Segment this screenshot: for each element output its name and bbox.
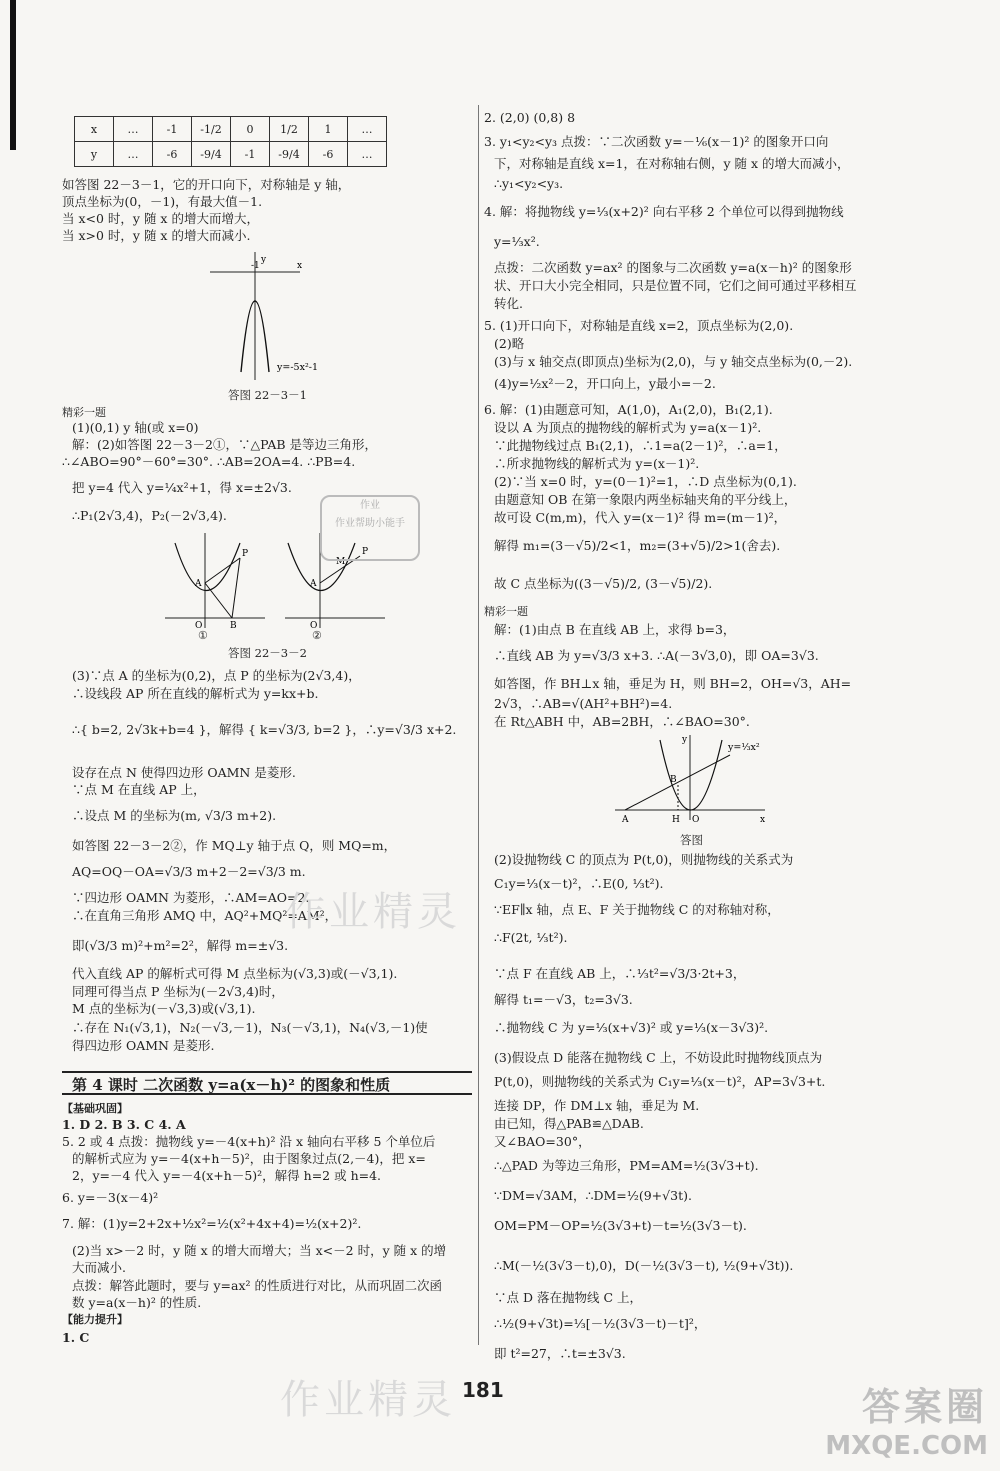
text-line: ∴P₁(2√3,4)，P₂(－2√3,4). bbox=[72, 508, 227, 523]
text-line: 即 t²=27，∴t=±3√3. bbox=[494, 1346, 626, 1361]
text-line: ∵EF∥x 轴，点 E、F 关于抛物线 C 的对称轴对称， bbox=[494, 902, 780, 917]
text-line: ∵点 F 在直线 AB 上，∴⅓t²=√3/3·2t+3， bbox=[494, 966, 746, 981]
section-heading: 精彩一题 bbox=[62, 406, 106, 419]
text-line: 由题意知 OB 在第一象限内两坐标轴夹角的平分线上， bbox=[494, 492, 797, 507]
text-line: 解得 t₁=－√3，t₂=3√3. bbox=[494, 992, 633, 1007]
table-row: x … -1 -1/2 0 1/2 1 … bbox=[75, 117, 387, 142]
svg-text:A: A bbox=[622, 815, 629, 825]
svg-text:y: y bbox=[682, 735, 688, 745]
text-line: 解：(2)如答图 22－3－2①，∵△PAB 是等边三角形， bbox=[72, 437, 378, 452]
curve-label: y=-5x²-1 bbox=[277, 362, 319, 373]
text-line: 同理可得当点 P 坐标为(－2√3,4)时， bbox=[72, 984, 284, 999]
watermark: 作业精灵 bbox=[285, 889, 461, 935]
text-line: ∴△PAD 为等边三角形，PM=AM=½(3√3+t). bbox=[494, 1158, 759, 1173]
figure-22-3-1 bbox=[205, 250, 325, 385]
text-line: (3)假设点 D 能落在抛物线 C 上，不妨设此时抛物线顶点为 bbox=[494, 1050, 823, 1065]
svg-text:P: P bbox=[362, 547, 369, 557]
text-line: ∴M(－½(3√3－t),0)，D(－½(3√3－t), ½(9+√3t)). bbox=[494, 1258, 794, 1273]
text-line: 故 C 点坐标为((3－√5)/2, (3－√5)/2). bbox=[494, 576, 713, 591]
book-spine-mark bbox=[12, 120, 15, 150]
text-line: 6. 解：(1)由题意可知，A(1,0)，A₁(2,0)，B₁(2,1). bbox=[484, 402, 773, 417]
text-line: 由已知，得△PAB≌△DAB. bbox=[494, 1116, 644, 1131]
text-line: 解：(1)由点 B 在直线 AB 上，求得 b=3， bbox=[494, 622, 736, 637]
text-line: ∴y₁<y₂<y₃. bbox=[494, 176, 564, 191]
svg-text:x: x bbox=[760, 815, 766, 825]
svg-text:x: x bbox=[297, 261, 303, 271]
text-line: 当 x<0 时，y 随 x 的增大而增大， bbox=[62, 211, 259, 226]
figure-caption: 答图 22－3－2 bbox=[228, 646, 307, 660]
text-line: 如答图，作 BH⊥x 轴，垂足为 H，则 BH=2，OH=√3，AH= bbox=[494, 676, 852, 691]
svg-text:O: O bbox=[195, 621, 203, 631]
text-line: 下，对称轴是直线 x=1，在对称轴右侧，y 随 x 的增大而减小， bbox=[494, 156, 850, 171]
text-line: 5. 2 或 4 点拨：抛物线 y=－4(x+h)² 沿 x 轴向右平移 5 个单位后 bbox=[62, 1134, 436, 1149]
text-line: ∵DM=√3AM，∴DM=½(9+√3t). bbox=[494, 1188, 692, 1203]
figure-label: ① bbox=[198, 629, 208, 642]
svg-text:O: O bbox=[692, 815, 700, 825]
text-line: 状、开口大小完全相同，只是位置不同，它们之间可通过平移相互 bbox=[494, 278, 857, 293]
section-heading: 精彩一题 bbox=[484, 605, 528, 618]
text-line: 如答图 22－3－1，它的开口向下，对称轴是 y 轴， bbox=[62, 177, 351, 192]
section-heading: 【能力提升】 bbox=[62, 1313, 128, 1326]
svg-text:M: M bbox=[336, 557, 346, 567]
svg-text:-1: -1 bbox=[251, 261, 260, 271]
text-line: AQ=OQ－OA=√3/3 m+2－2=√3/3 m. bbox=[72, 864, 306, 879]
text-line: 代入直线 AP 的解析式可得 M 点坐标为(√3,3)或(－√3,1). bbox=[72, 966, 398, 981]
site-logo: 答案圈 MXQE.COM bbox=[825, 1385, 988, 1461]
text-line: (2)当 x>－2 时，y 随 x 的增大而增大；当 x<－2 时，y 随 x 的增 bbox=[72, 1243, 447, 1258]
text-line: ∵四边形 OAMN 为菱形，∴AM=AO=2. bbox=[72, 890, 310, 905]
text-line: ∵此抛物线过点 B₁(2,1)，∴1=a(2－1)²，∴a=1， bbox=[494, 438, 787, 453]
figure-label: ② bbox=[312, 629, 322, 642]
column-divider bbox=[478, 105, 479, 1345]
text-line: 7. 解：(1)y=2+2x+½x²=½(x²+4x+4)=½(x+2)². bbox=[62, 1216, 362, 1231]
text-line: 大而减小. bbox=[72, 1260, 126, 1275]
text-line: 1. C bbox=[62, 1330, 90, 1345]
text-line: ∵点 M 在直线 AP 上， bbox=[72, 782, 206, 797]
text-line: 连接 DP，作 DM⊥x 轴，垂足为 M. bbox=[494, 1098, 700, 1113]
figure-answer bbox=[610, 730, 770, 825]
svg-text:B: B bbox=[230, 621, 237, 631]
text-line: (3)与 x 轴交点(即顶点)坐标为(2,0)，与 y 轴交点坐标为(0,－2). bbox=[494, 354, 853, 369]
text-line: 解得 m₁=(3－√5)/2<1，m₂=(3+√5)/2>1(舍去). bbox=[494, 538, 781, 553]
text-line: ∴∠ABO=90°－60°=30°. ∴AB=2OA=4. ∴PB=4. bbox=[62, 454, 356, 469]
text-line: 3. y₁<y₂<y₃ 点拨：∵二次函数 y=－⅙(x－1)² 的图象开口向 bbox=[484, 134, 829, 149]
figure-caption: 答图 22－3－1 bbox=[228, 388, 307, 402]
page-number: 181 bbox=[462, 1378, 504, 1402]
text-line: ∴存在 N₁(√3,1)，N₂(－√3,－1)，N₃(－√3,1)，N₄(√3,－1)使 bbox=[72, 1020, 428, 1035]
curve-label: y=⅓x² bbox=[728, 742, 760, 753]
text-line: 2√3，∴AB=√(AH²+BH²)=4. bbox=[494, 696, 673, 711]
text-line: C₁y=⅓(x－t)²，∴E(0, ⅓t²). bbox=[494, 876, 664, 891]
text-line: 点拨：解答此题时，要与 y=ax² 的性质进行对比，从而巩固二次函 bbox=[72, 1278, 442, 1293]
text-line: 数 y=a(x－h)² 的性质. bbox=[72, 1295, 202, 1310]
text-line: 点拨：二次函数 y=ax² 的图象与二次函数 y=a(x－h)² 的图象形 bbox=[494, 260, 852, 275]
figure-caption: 答图 bbox=[680, 833, 703, 847]
text-line: (4)y=½x²－2，开口向上，y最小=－2. bbox=[494, 376, 716, 391]
text-line: 设存在点 N 使得四边形 OAMN 是菱形. bbox=[72, 765, 296, 780]
text-line: 6. y=－3(x－4)² bbox=[62, 1190, 159, 1205]
text-line: ∴F(2t, ⅓t²). bbox=[494, 930, 568, 945]
text-line: ∴所求抛物线的解析式为 y=(x－1)². bbox=[494, 456, 700, 471]
stamp: 作业 作业帮助小能手 bbox=[320, 495, 420, 561]
text-line: (1)(0,1) y 轴(或 x=0) bbox=[72, 420, 199, 435]
text-line: 设以 A 为顶点的抛物线的解析式为 y=a(x－1)². bbox=[494, 420, 762, 435]
watermark: 作业精灵 bbox=[280, 1377, 456, 1423]
text-line: M 点的坐标为(－√3,3)或(√3,1). bbox=[72, 1001, 256, 1016]
svg-text:A: A bbox=[195, 579, 202, 589]
text-line: 把 y=4 代入 y=¼x²+1，得 x=±2√3. bbox=[72, 480, 292, 495]
value-table bbox=[74, 116, 387, 167]
text-line: 如答图 22－3－2②，作 MQ⊥y 轴于点 Q，则 MQ=m， bbox=[72, 838, 397, 853]
text-line: 在 Rt△ABH 中，AB=2BH，∴∠BAO=30°. bbox=[494, 714, 750, 729]
section-heading: 【基础巩固】 bbox=[62, 1102, 128, 1115]
text-line: y=⅓x². bbox=[494, 234, 540, 249]
svg-text:H: H bbox=[672, 815, 680, 825]
text-line: ∴{ b=2, 2√3k+b=4 }，解得 { k=√3/3, b=2 }，∴y=√3/3 x+2. bbox=[72, 722, 457, 737]
text-line: 当 x>0 时，y 随 x 的增大而减小. bbox=[62, 228, 251, 243]
text-line: (2)∵当 x=0 时，y=(0－1)²=1，∴D 点坐标为(0,1). bbox=[494, 474, 797, 489]
text-line: 即(√3/3 m)²+m²=2²，解得 m=±√3. bbox=[72, 938, 289, 953]
text-line: 又∠BAO=30°， bbox=[494, 1134, 591, 1149]
text-line: 1. D 2. B 3. C 4. A bbox=[62, 1117, 186, 1132]
text-line: ∴抛物线 C 为 y=⅓(x+√3)² 或 y=⅓(x－3√3)². bbox=[494, 1020, 769, 1035]
lesson-title: 第 4 课时 二次函数 y=a(x－h)² 的图象和性质 bbox=[62, 1071, 472, 1095]
text-line: 故可设 C(m,m)，代入 y=(x－1)² 得 m=(m－1)²， bbox=[494, 510, 787, 525]
text-line: ∵点 D 落在抛物线 C 上， bbox=[494, 1290, 642, 1305]
text-line: 的解析式应为 y=－4(x+h－5)²，由于图象过点(2,－4)，把 x= bbox=[72, 1151, 426, 1166]
text-line: 2. (2,0) (0,8) 8 bbox=[484, 110, 576, 125]
text-line: (2)略 bbox=[494, 336, 525, 351]
svg-text:B: B bbox=[670, 775, 677, 785]
text-line: 5. (1)开口向下，对称轴是直线 x=2，顶点坐标为(2,0). bbox=[484, 318, 794, 333]
text-line: P(t,0)，则抛物线的关系式为 C₁y=⅓(x－t)²，AP=3√3+t. bbox=[494, 1074, 826, 1089]
text-line: 转化. bbox=[494, 296, 523, 311]
text-line: 得四边形 OAMN 是菱形. bbox=[72, 1038, 215, 1053]
text-line: ∴设线段 AP 所在直线的解析式为 y=kx+b. bbox=[72, 686, 319, 701]
text-line: 2，y=－4 代入 y=－4(x+h－5)²，解得 h=2 或 h=4. bbox=[72, 1168, 382, 1183]
svg-text:y: y bbox=[261, 255, 267, 265]
text-line: ∴在直角三角形 AMQ 中，AQ²+MQ²=AM²， bbox=[72, 908, 338, 923]
text-line: ∴设点 M 的坐标为(m, √3/3 m+2). bbox=[72, 808, 277, 823]
text-line: 4. 解：将抛物线 y=⅓(x+2)² 向右平移 2 个单位可以得到抛物线 bbox=[484, 204, 844, 219]
svg-text:A: A bbox=[310, 579, 317, 589]
text-line: (3)∵点 A 的坐标为(0,2)，点 P 的坐标为(2√3,4)， bbox=[72, 668, 361, 683]
svg-text:P: P bbox=[242, 549, 249, 559]
text-line: OM=PM－OP=½(3√3+t)－t=½(3√3－t). bbox=[494, 1218, 747, 1233]
table-row: y … -6 -9/4 -1 -9/4 -6 … bbox=[75, 142, 387, 167]
text-line: 顶点坐标为(0，－1)，有最大值－1. bbox=[62, 194, 263, 209]
svg-text:O: O bbox=[310, 621, 318, 631]
text-line: (2)设抛物线 C 的顶点为 P(t,0)，则抛物线的关系式为 bbox=[494, 852, 794, 867]
text-line: ∴直线 AB 为 y=√3/3 x+3. ∴A(－3√3,0)，即 OA=3√3. bbox=[494, 648, 819, 663]
text-line: ∴½(9+√3t)=⅓[－½(3√3－t)－t]²， bbox=[494, 1316, 707, 1331]
